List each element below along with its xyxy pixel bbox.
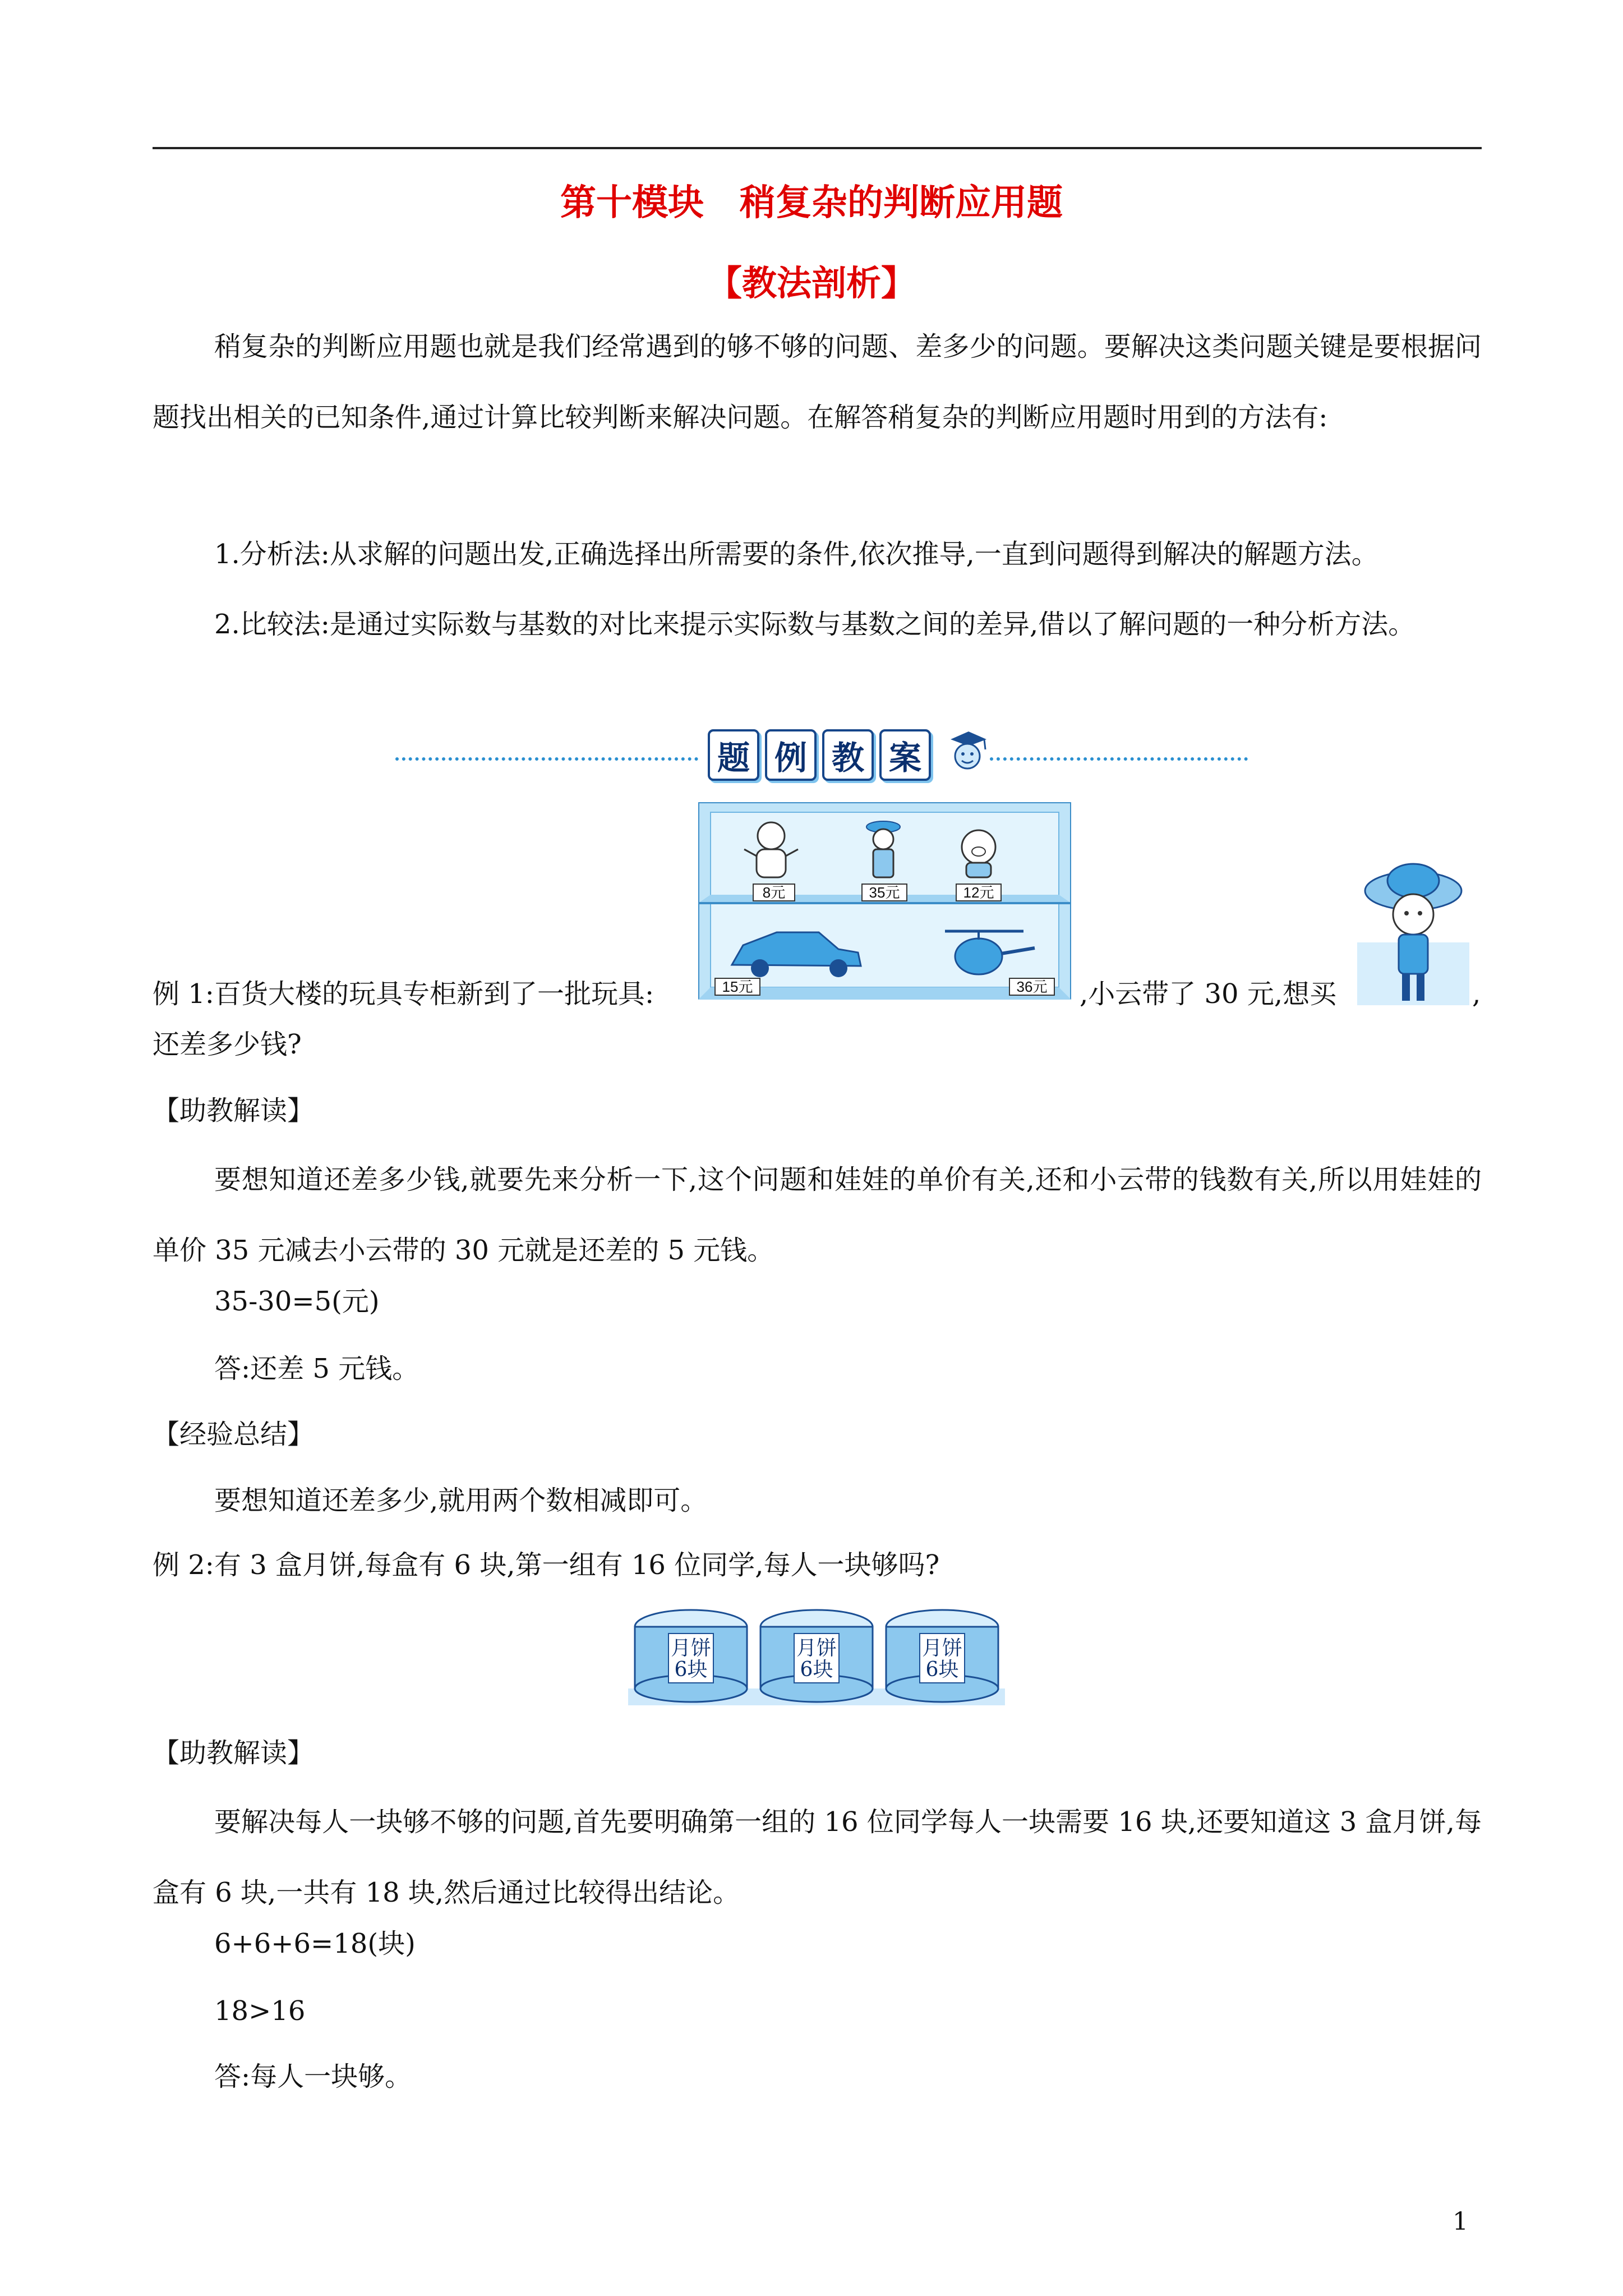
girl-xiaoyun-icon <box>1357 858 1469 1005</box>
example2-equation1: 6+6+6=18(块) <box>214 1928 416 1959</box>
intro-paragraph: 稍复杂的判断应用题也就是我们经常遇到的够不够的问题、差多少的问题。要解决这类问题关键是要根据问题找出相关的已知条件,通过计算比较判断来解决问题。在解答稍复杂的判断应用题时用到的方法有: <box>153 331 1482 433</box>
example1-question: 还差多少钱? <box>153 1029 302 1060</box>
example2-equation2: 18>16 <box>214 1995 306 2027</box>
example1-help-text: 要想知道还差多少钱,就要先来分析一下,这个问题和娃娃的单价有关,还和小云带的钱数有关,所以用娃娃的单价 35 元减去小云带的 30 元就是还差的 5 元钱。 <box>153 1164 1482 1266</box>
example1-comma: , <box>1472 978 1481 1010</box>
example2-question: 例 2:有 3 盒月饼,每盒有 6 块,第一组有 16 位同学,每人一块够吗? <box>153 1549 940 1581</box>
example1-lead: 例 1:百货大楼的玩具专柜新到了一批玩具: <box>153 978 654 1010</box>
example1-help-title: 【助教解读】 <box>153 1095 315 1126</box>
example1-middle: ,小云带了 30 元,想买 <box>1080 978 1337 1010</box>
banner-char: 案 <box>879 729 931 781</box>
price-tag-car: 15元 <box>722 978 753 995</box>
method-comparison: 2.比较法:是通过实际数与基数的对比来提示实际数与基数之间的差异,借以了解问题的一种分析方法。 <box>214 609 1415 640</box>
mooncake-box-icon <box>886 1610 998 1702</box>
example1-summary-title: 【经验总结】 <box>153 1419 315 1450</box>
header-rule <box>153 147 1482 149</box>
banner-char: 教 <box>822 729 874 781</box>
graduate-mascot-icon <box>945 727 990 777</box>
mooncake-count-label: 6块 <box>800 1658 833 1681</box>
example2-help-text: 要解决每人一块够不够的问题,首先要明确第一组的 16 位同学每人一块需要 16 块,还要知道这 3 盒月饼,每盒有 6 块,一共有 18 块,然后通过比较得出结论。 <box>153 1806 1482 1908</box>
method-analysis: 1.分析法:从求解的问题出发,正确选择出所需要的条件,依次推导,一直到问题得到解决的解题方法。 <box>214 539 1378 570</box>
pig-toy-icon <box>962 830 995 877</box>
example1-equation: 35-30=5(元) <box>214 1286 380 1317</box>
price-tag-pig: 12元 <box>963 884 994 901</box>
mooncake-box-icon <box>635 1610 747 1702</box>
price-tag-helicopter: 36元 <box>1016 978 1048 995</box>
mooncake-boxes-illustration <box>628 1604 1005 1705</box>
mooncake-count-label: 6块 <box>925 1658 959 1681</box>
example2-help-title: 【助教解读】 <box>153 1737 315 1769</box>
example-banner <box>708 729 937 783</box>
toy-shelf-illustration <box>698 802 1071 1000</box>
mooncake-count-label: 6块 <box>674 1658 708 1681</box>
mooncake-label: 月饼 <box>796 1637 837 1660</box>
section-title: 【教法剖析】 <box>707 263 916 303</box>
price-tag-doll: 35元 <box>869 884 900 901</box>
mooncake-label: 月饼 <box>921 1637 963 1660</box>
mooncake-label: 月饼 <box>670 1637 712 1660</box>
page-number: 1 <box>1453 2207 1468 2236</box>
example1-answer: 答:还差 5 元钱。 <box>214 1353 419 1384</box>
price-tag-bear: 8元 <box>762 884 786 901</box>
banner-char: 例 <box>765 729 817 781</box>
module-title: 第十模块 稍复杂的判断应用题 <box>560 182 1063 224</box>
example2-answer: 答:每人一块够。 <box>214 2061 412 2092</box>
banner-char: 题 <box>708 729 759 781</box>
mooncake-box-icon <box>760 1610 873 1702</box>
banner-right-line <box>990 757 1248 761</box>
banner-left-line <box>395 757 698 761</box>
example1-summary-text: 要想知道还差多少,就用两个数相减即可。 <box>214 1485 708 1516</box>
